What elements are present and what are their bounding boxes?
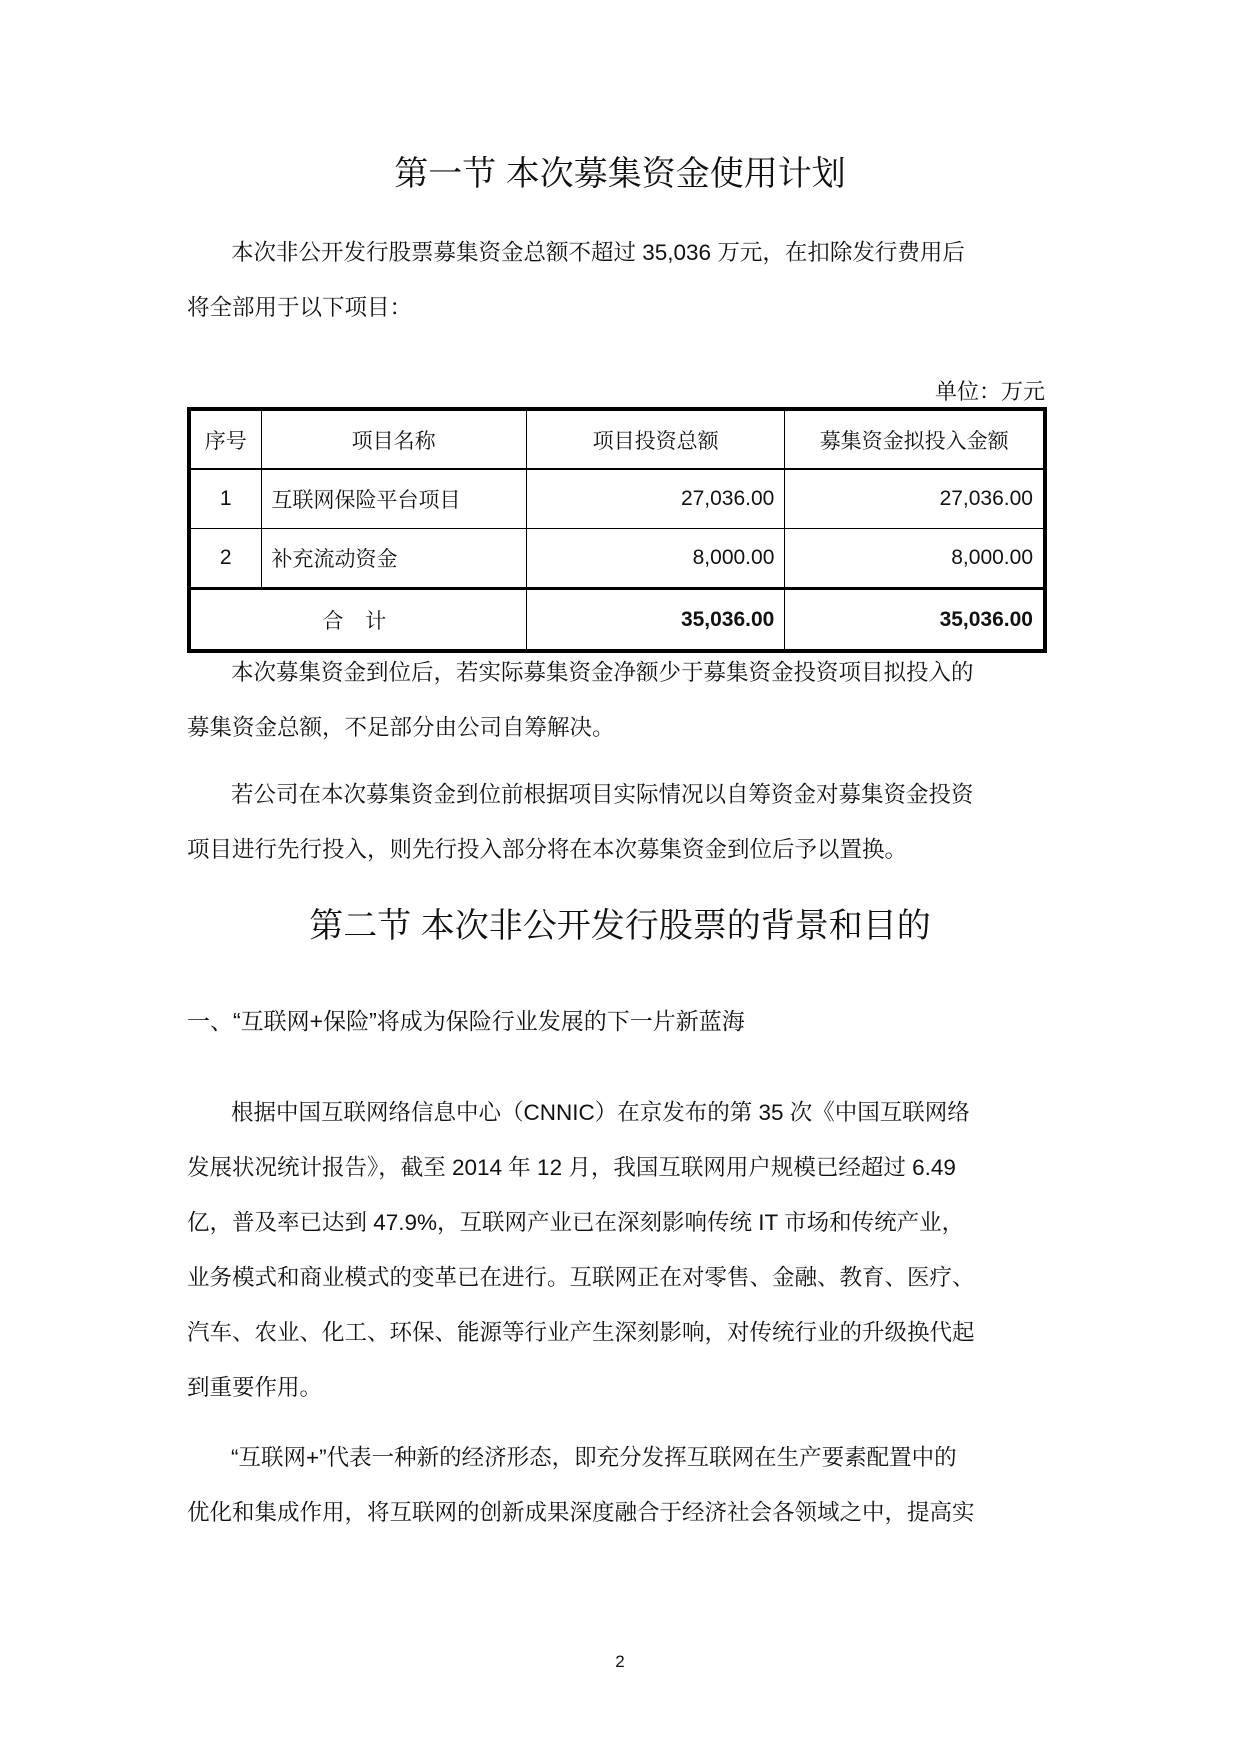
table-total-row <box>189 589 1045 652</box>
section2-subheading: 一、“互联网+保险”将成为保险行业发展的下一片新蓝海 <box>187 1008 745 1034</box>
s2p1-line-1: 根据中国互联网络信息中心（CNNIC）在京发布的第 35 次《中国互联网络 <box>231 1100 970 1125</box>
para3-line-2: 项目进行先行投入，则先行投入部分将在本次募集资金到位后予以置换。 <box>187 837 908 862</box>
row-total-investment: 8,000.00 <box>526 529 785 589</box>
row-total-investment: 27,036.00 <box>526 469 785 529</box>
table-header-row <box>189 409 1045 469</box>
header-total-investment: 项目投资总额 <box>526 409 785 469</box>
section2-title: 第二节 本次非公开发行股票的背景和目的 <box>309 907 931 945</box>
s2p1-line-3: 亿，普及率已达到 47.9%，互联网产业已在深刻影响传统 IT 市场和传统产业， <box>187 1210 965 1235</box>
section2-para1 <box>187 1085 1057 1415</box>
s2p2-line-1: “互联网+”代表一种新的经济形态，即充分发挥互联网在生产要素配置中的 <box>231 1445 957 1470</box>
total-label: 合 计 <box>189 589 526 652</box>
para3-line-1: 若公司在本次募集资金到位前根据项目实际情况以自筹资金对募集资金投资 <box>231 782 974 807</box>
header-raised-funds: 募集资金拟投入金额 <box>785 409 1045 469</box>
row-raised-funds: 8,000.00 <box>785 529 1045 589</box>
fund-usage-table <box>187 407 1047 653</box>
unit-label: 单位：万元 <box>934 379 1045 404</box>
s2p1-line-2: 发展状况统计报告》，截至 2014 年 12 月，我国互联网用户规模已经超过 6.49 <box>187 1155 956 1180</box>
row-index: 2 <box>189 529 261 589</box>
s2p1-line-5: 汽车、农业、化工、环保、能源等行业产生深刻影响，对传统行业的升级换代起 <box>187 1320 975 1345</box>
total-raised-funds-sum: 35,036.00 <box>785 589 1045 652</box>
row-project-name: 补充流动资金 <box>261 529 526 589</box>
header-project-name: 项目名称 <box>261 409 526 469</box>
section1-title: 第一节 本次募集资金使用计划 <box>394 155 846 193</box>
s2p1-line-4: 业务模式和商业模式的变革已在进行。互联网正在对零售、金融、教育、医疗、 <box>187 1265 975 1290</box>
para2-line-1: 本次募集资金到位后，若实际募集资金净额少于募集资金投资项目拟投入的 <box>231 660 974 685</box>
header-index: 序号 <box>189 409 261 469</box>
intro-line-1: 本次非公开发行股票募集资金总额不超过 35,036 万元，在扣除发行费用后 <box>231 240 965 265</box>
section1-para2 <box>187 645 1057 755</box>
section1-para3 <box>187 767 1057 877</box>
total-investment-sum: 35,036.00 <box>526 589 785 652</box>
table-row <box>189 529 1045 589</box>
s2p1-line-6: 到重要作用。 <box>187 1375 323 1400</box>
row-raised-funds: 27,036.00 <box>785 469 1045 529</box>
section1-intro <box>187 225 1057 335</box>
row-project-name: 互联网保险平台项目 <box>261 469 526 529</box>
section2-para2 <box>187 1430 1057 1540</box>
intro-line-2: 将全部用于以下项目： <box>187 295 413 320</box>
table-row <box>189 469 1045 529</box>
s2p2-line-2: 优化和集成作用，将互联网的创新成果深度融合于经济社会各领域之中，提高实 <box>187 1500 975 1525</box>
para2-line-2: 募集资金总额，不足部分由公司自筹解决。 <box>187 715 615 740</box>
page-number: 2 <box>615 1652 625 1671</box>
row-index: 1 <box>189 469 261 529</box>
